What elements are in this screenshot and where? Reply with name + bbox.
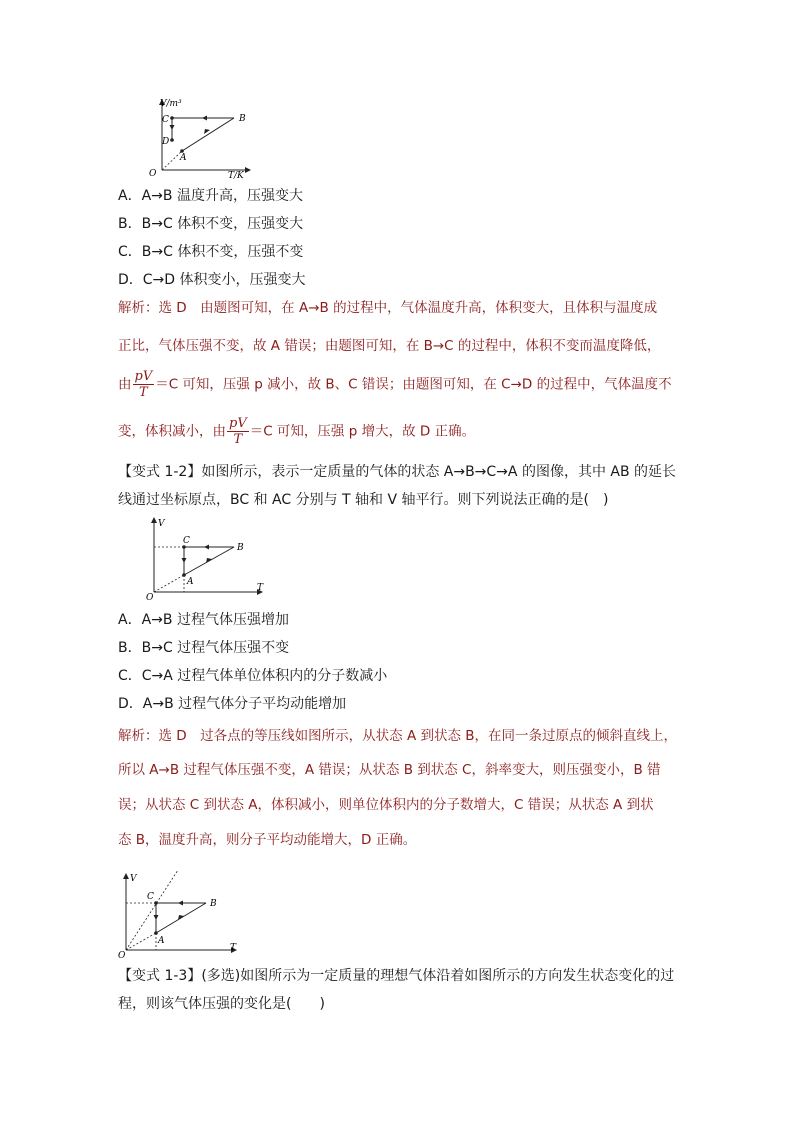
point-b-label: B [210, 899, 217, 909]
point-a-label: A [180, 153, 187, 163]
q2-explanation-line-2: 所以 A→B 过程气体压强不变，A 错误；从状态 B 到状态 C，斜率变大，则压强变小，B 错 [118, 762, 661, 778]
q2-explanation-line-3: 误；从状态 C 到状态 A，体积减小，则单位体积内的分子数增大，C 错误；从状态 A 到状 [118, 797, 654, 813]
q1-exp-4-prefix: 变，体积减小，由 [118, 423, 226, 440]
q2-explanation-line-1: 解析：选 D 过各点的等压线如图所示，从状态 A 到状态 B，在同一条过原点的倾斜直线上， [118, 728, 678, 744]
point-c-label: C [147, 892, 154, 902]
pv-over-t-fraction-2 [227, 416, 249, 447]
q1-exp-4-suffix: ＝C 可知，压强 p 增大，故 D 正确。 [249, 423, 476, 440]
q1-option-b: B．B→C 体积不变，压强变大 [118, 216, 304, 232]
point-d-label: D [162, 137, 170, 147]
q2-option-a: A．A→B 过程气体压强增加 [118, 612, 289, 628]
q2-stem-line-1: 【变式 1-2】如图所示，表示一定质量的气体的状态 A→B→C→A 的图像，其中 AB 的延长 [118, 464, 677, 480]
point-a-label: A [158, 936, 165, 946]
y-axis-label: V/m³ [160, 99, 182, 109]
x-axis-label: T [230, 943, 237, 953]
q1-explanation-line-1: 解析：选 D 由题图可知，在 A→B 的过程中，气体温度升高，体积变大，且体积与温度成 [118, 300, 658, 316]
x-axis-label: T/K [228, 171, 244, 180]
point-c-label: C [183, 536, 190, 546]
q1-option-a: A．A→B 温度升高，压强变大 [118, 188, 303, 204]
figure-1-vt-graph [140, 94, 270, 180]
fraction-denominator: T [139, 385, 148, 400]
figure-3-isobar-graph [116, 868, 246, 960]
figure-2-vt-graph [140, 514, 270, 602]
q2-option-d: D．A→B 过程气体分子平均动能增加 [118, 696, 347, 712]
q1-explanation-line-4 [118, 416, 475, 447]
point-a-label: A [187, 577, 194, 587]
fraction-denominator-2: T [233, 432, 243, 447]
q2-option-b: B．B→C 过程气体压强不变 [118, 640, 290, 656]
origin-label: O [118, 951, 126, 960]
q1-exp-3-suffix: ＝C 可知，压强 p 减小，故 B、C 错误；由题图可知，在 C→D 的过程中，气体温度不 [155, 376, 672, 393]
q1-option-c: C．B→C 体积不变，压强不变 [118, 244, 304, 260]
fraction-numerator-2: pV [229, 416, 247, 431]
q3-stem-line-2: 程，则该气体压强的变化是( ) [118, 996, 325, 1012]
fraction-numerator: pV [134, 369, 153, 384]
q1-option-d: D．C→D 体积变小，压强变大 [118, 272, 306, 288]
q2-explanation-line-4: 态 B，温度升高，则分子平均动能增大，D 正确。 [118, 832, 417, 848]
q3-stem-line-1: 【变式 1-3】(多选)如图所示为一定质量的理想气体沿着如图所示的方向发生状态变化的过 [118, 968, 675, 984]
y-axis-label: V [158, 519, 165, 529]
q2-option-c: C．C→A 过程气体单位体积内的分子数减小 [118, 668, 388, 684]
point-b-label: B [239, 114, 246, 124]
pv-over-t-fraction [133, 369, 155, 400]
q2-stem-line-2: 线通过坐标原点，BC 和 AC 分别与 T 轴和 V 轴平行。则下列说法正确的是( ) [118, 492, 609, 508]
x-axis-label: T [257, 583, 264, 593]
origin-label: O [146, 593, 154, 602]
q1-explanation-line-3 [118, 369, 672, 400]
y-axis-label: V [130, 874, 137, 884]
point-c-label: C [162, 115, 169, 125]
q1-explanation-line-2: 正比，气体压强不变，故 A 错误；由题图可知，在 B→C 的过程中，体积不变而温度降低， [118, 338, 661, 354]
point-b-label: B [237, 543, 244, 553]
q1-exp-3-prefix: 由 [118, 376, 132, 393]
origin-label: O [149, 169, 157, 179]
